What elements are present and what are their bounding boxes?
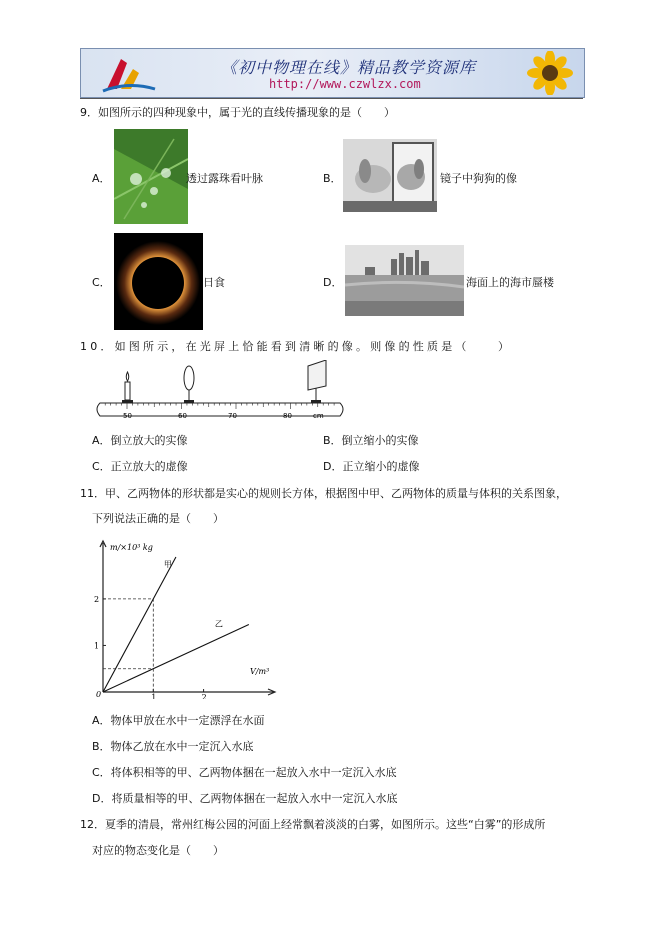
y-axis-label: m/×10³ kg [110,543,153,552]
x-tick-label: 2 [201,693,207,699]
ruler-tick-80: 80 [283,412,292,420]
q10-option-a: A．倒立放大的实像 [92,434,188,447]
q10-option-d: D．正立缩小的虚像 [323,460,420,473]
mirage-image [345,245,464,316]
sunflower-icon [519,51,581,95]
x-axis-label: V/m³ [250,667,270,676]
q9-option-a-letter: A． [92,172,111,185]
series-line-jia [103,557,176,692]
q10-stem: 10．如图所示，在光屏上恰能看到清晰的像。则像的性质是（ ） [80,340,513,353]
q9-option-c-caption: 日食 [203,276,225,289]
series-label-jia: 甲 [163,559,172,569]
q10-option-c: C．正立放大的虚像 [92,460,188,473]
q9-option-a-caption: 透过露珠看叶脉 [186,172,263,185]
q9-stem: 9．如图所示的四种现象中，属于光的直线传播现象的是（ ） [80,106,395,119]
dewdrop-leaf-image [114,129,188,224]
q11-stem-line2: 下列说法正确的是（ ） [92,512,224,525]
header-banner [80,48,585,98]
q10-option-b: B．倒立缩小的实像 [323,434,419,447]
origin-label: 0 [96,690,102,699]
q9-option-d-letter: D． [323,276,343,289]
mass-volume-chart [92,537,280,699]
banner-title: 《初中物理在线》精品教学资源库 [221,58,477,77]
y-tick-label: 2 [94,594,100,604]
q9-option-b-letter: B． [323,172,342,185]
q9-option-c-letter: C． [92,276,111,289]
optical-bench-diagram [92,360,348,422]
q11-option-a: A．物体甲放在水中一定漂浮在水面 [92,714,265,727]
ruler-tick-50: 50 [123,412,132,420]
header-rule [80,98,583,99]
q12-stem-line2: 对应的物态变化是（ ） [92,844,224,857]
y-tick-label: 1 [94,641,100,651]
q9-option-b-caption: 镜子中狗狗的像 [440,172,517,185]
x-tick-label: 1 [151,693,157,699]
q11-option-d: D．将质量相等的甲、乙两物体捆在一起放入水中一定沉入水底 [92,792,398,805]
lens-icon [184,366,194,403]
q9-option-d-caption: 海面上的海市蜃楼 [466,276,554,289]
light-screen-icon [308,360,326,403]
q12-stem-line1: 12．夏季的清晨，常州红梅公园的河面上经常飘着淡淡的白雾，如图所示。这些“白雾”的形成所 [80,818,546,831]
q11-option-c: C．将体积相等的甲、乙两物体捆在一起放入水中一定沉入水底 [92,766,397,779]
series-label-yi: 乙 [214,619,223,629]
ruler-unit-cm: cm [313,412,324,420]
dog-mirror-image [343,139,437,212]
q11-option-b: B．物体乙放在水中一定沉入水底 [92,740,254,753]
series-line-yi [103,624,249,692]
q11-stem-line1: 11．甲、乙两物体的形状都是实心的规则长方体，根据图中甲、乙两物体的质量与体积的关系图象， [80,487,567,500]
candle-icon [122,372,133,403]
ruler-tick-70: 70 [228,412,237,420]
banner-url[interactable]: http://www.czwlzx.com [269,77,421,91]
solar-eclipse-image [114,233,203,330]
logo-icon [99,55,159,93]
ruler-tick-60: 60 [178,412,187,420]
